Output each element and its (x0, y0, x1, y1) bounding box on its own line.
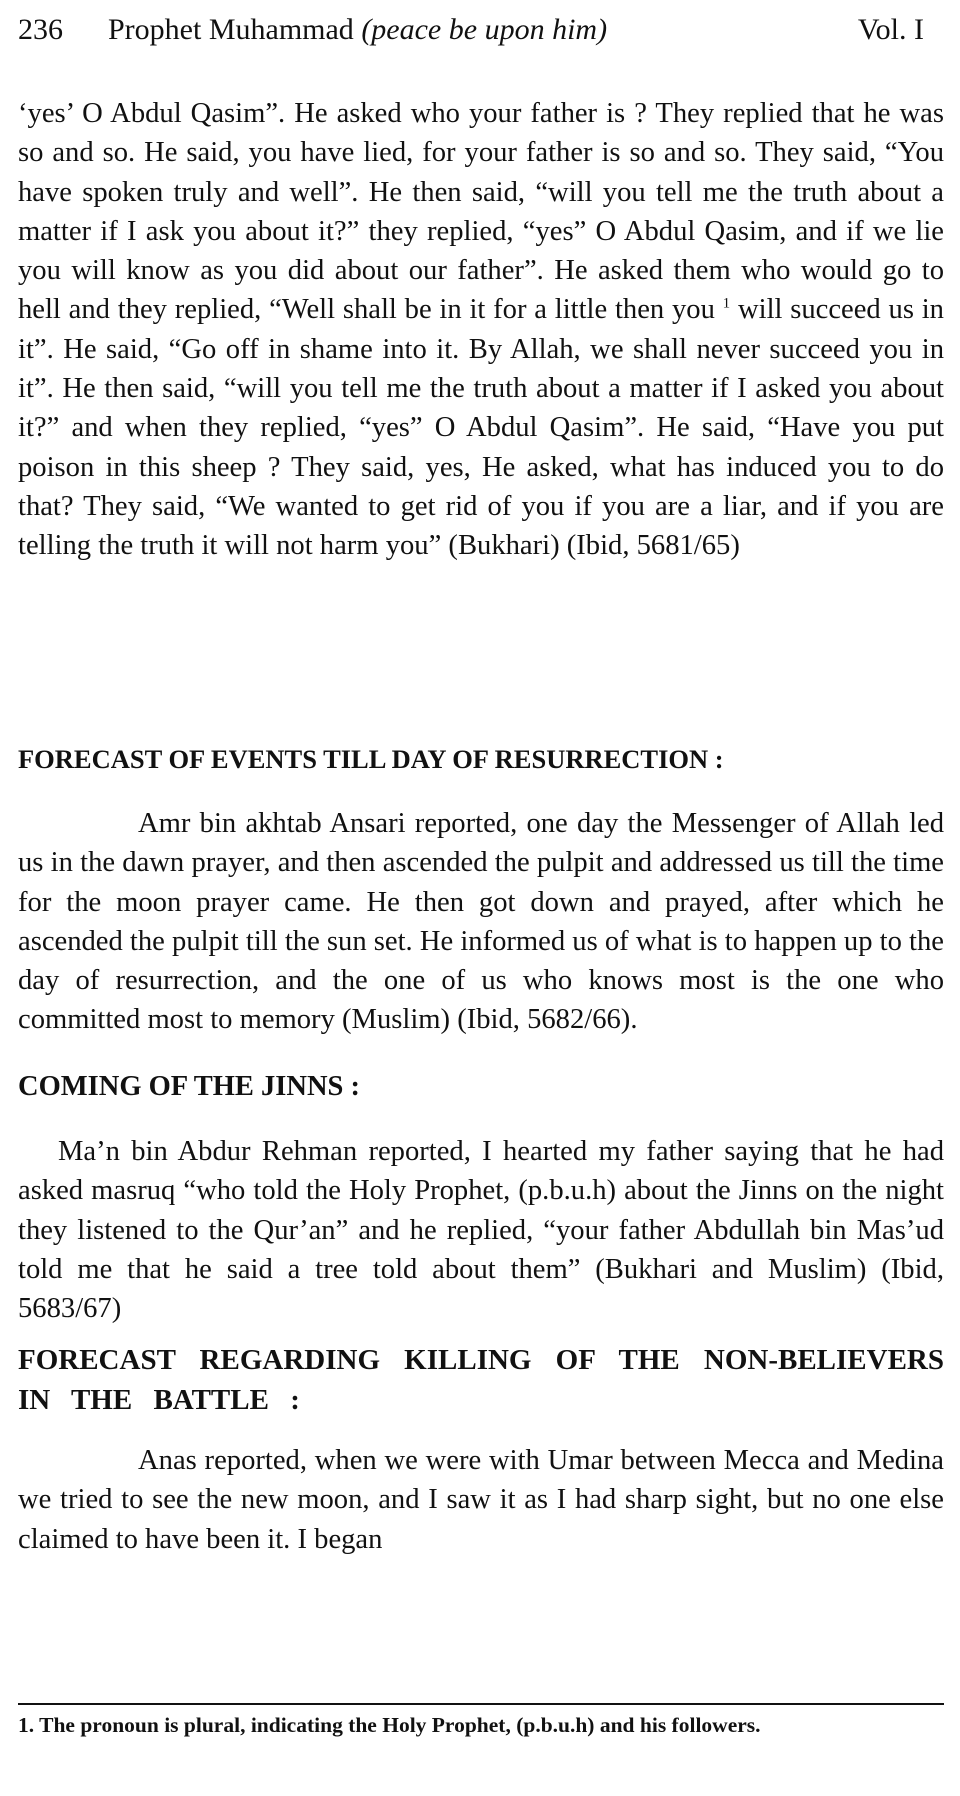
heading-forecast-events: FORECAST OF EVENTS TILL DAY OF RESURRECTION : (18, 744, 724, 774)
paragraph-forecast-battle: Anas reported, when we were with Umar between Mecca and Medina we tried to see the new moon, and I saw it as I had sharp sight, but no one else claimed to have been it. I began (18, 1445, 944, 1555)
paragraph-coming-of-jinns: Ma’n bin Abdur Rehman reported, I hearted my father saying that he had asked masruq “who told the Holy Prophet, (p.b.u.h) about the Jinns on the night they listened to the Qur’an” and he replied, “your father Abdullah bin Mas’ud told me that he said a tree told about them” (Bukhari and Muslim) (Ibid, 5683/67) (18, 1136, 944, 1325)
footnote (18, 1709, 944, 1742)
page-number: 236 (18, 13, 63, 46)
book-title-honorific: (peace be upon him) (361, 13, 608, 46)
footnote-number: 1. (18, 1713, 35, 1737)
heading-coming-of-jinns: COMING OF THE JINNS : (18, 1071, 361, 1102)
running-header (18, 10, 944, 50)
paragraph-text-before-marker: ‘yes’ O Abdul Qasim”. He asked who your father is ? They replied that he was so and so. He said, you have lied, for your father is so and so. They said, “You have spoken truly and well”. He then said, “will you tell me the truth about a matter if I ask you about it?” they replied, “yes” O Abdul Qasim, and if we lie you will know as you did about our father”. He asked them who would go to hell and they replied, “Well shall be in it for a little then you (18, 98, 944, 326)
volume-label: Vol. I (857, 13, 924, 46)
book-title (108, 10, 607, 50)
paragraph-continuation (18, 94, 944, 566)
paragraph-forecast-events: Amr bin akhtab Ansari reported, one day the Messenger of Allah led us in the dawn prayer, and then ascended the pulpit and addressed us till the time for the moon prayer came. He then got down and prayed, after which he ascended the pulpit till the sun set. He informed us of what is to happen up to the day of resurrection, and the one of us who knows most is the one who committed most to memory (Muslim) (Ibid, 5682/66). (18, 808, 944, 1036)
heading-forecast-battle: FORECAST REGARDING KILLING OF THE NON-BELIEVERS IN THE BATTLE : (18, 1344, 944, 1416)
paragraph-text-after-marker: will succeed us in it”. He said, “Go off in shame into it. By Allah, we shall never succeed you in it”. He then said, “will you tell me the truth about a matter if I asked you about it?” and when they replied, “yes” O Abdul Qasim”. He said, “Have you put poison in this sheep ? They said, yes, He asked, what has induced you to do that? They said, “We wanted to get rid of you if you are a liar, and if you are telling the truth it will not harm you” (Bukhari) (Ibid, 5681/65) (18, 294, 944, 562)
footnote-text: The pronoun is plural, indicating the Holy Prophet, (p.b.u.h) and his followers. (39, 1713, 761, 1737)
book-title-main: Prophet Muhammad (108, 13, 354, 46)
document-page (18, 0, 944, 1796)
footnote-reference[interactable]: 1 (722, 295, 731, 312)
footnote-divider (18, 1703, 944, 1705)
